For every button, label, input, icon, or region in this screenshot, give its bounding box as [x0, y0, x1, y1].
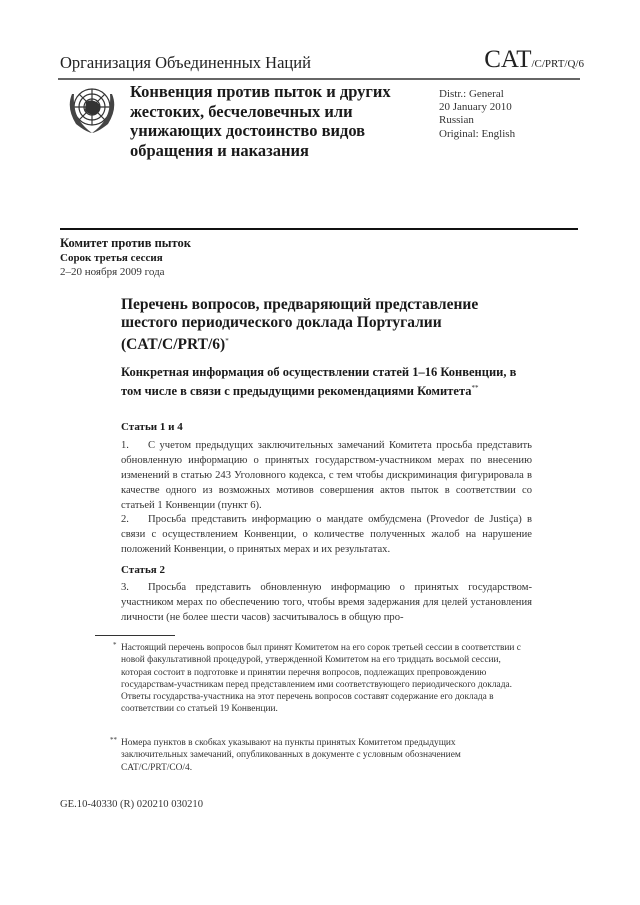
symbol-suffix: /C/PRT/Q/6: [531, 58, 584, 70]
list-of-issues-title: [121, 296, 531, 354]
section-heading: Статья 2: [121, 564, 165, 576]
footnote-mark: *: [113, 641, 117, 649]
job-number: GE.10-40330 (R) 020210 030210: [60, 799, 204, 810]
footnote-ref[interactable]: **: [471, 383, 479, 392]
footnote-ref[interactable]: *: [225, 337, 229, 345]
specific-info-title: [121, 365, 531, 399]
paragraph-number: 1.: [121, 440, 129, 451]
symbol-main: CAT: [484, 46, 532, 73]
footnote: Номера пунктов в скобках указывают на пункты принятых Комитетом предыдущих заключительных замечаний, опубликованных в документе с условным обозначением CAT/C/PRT/CO/4.: [121, 738, 461, 773]
document-symbol: [484, 46, 584, 74]
distribution-type: Distr.: General: [439, 88, 504, 100]
distribution-language: Russian: [439, 114, 474, 127]
footnote: Настоящий перечень вопросов был принят Комитетом на его сорок третьей сессии в соответствии с новой факультативной процедурой, утвержденной Комитетом на его тридцать восьмой сессии, которая состоит в подготовке и принятии перечня вопросов, подлежащих препровождению государствам-участникам перед представлением ими соответствующего периодического доклада. Ответы государства-участника на этот перечень вопросов составят содержание его доклада в соответствии со статьей 19 Конвенции.: [121, 643, 521, 715]
paragraph: [121, 512, 532, 557]
paragraph-text: Просьба представить информацию о мандате омбудсмена (Provedor de Justiça) в связи с осуществлением Конвенции, о количестве полученных жалоб на нарушение положений Конвенции, о принятых мерах и их результатах.: [121, 514, 532, 556]
paragraph-text: Просьба представить обновленную информацию о принятых государством-участником мерах по обеспечению того, чтобы время задержания для целей установления личности (не более шести часов) засчитывалось в общую про-: [121, 582, 532, 624]
paragraph: [121, 580, 532, 625]
distribution-date: 20 January 2010: [439, 101, 512, 114]
session-dates: 2–20 ноября 2009 года: [60, 266, 165, 278]
section-heading: Статьи 1 и 4: [121, 421, 183, 433]
convention-title: Конвенция против пыток и других жестоких, бесчеловечных или унижающих достоинство видов обращения и наказания: [130, 82, 391, 160]
footnote-rule: [95, 635, 175, 636]
footnote-mark: **: [110, 736, 117, 744]
section-rule: [60, 228, 578, 230]
paragraph-text: С учетом предыдущих заключительных замечаний Комитета просьба представить обновленную информацию о принятых государством-участником мерах по внесению изменений в статью 243 Уголовного кодекса, с тем чтобы дискриминация фигурировала в качестве одного из возможных мотивов совершения актов пыток в соответствии со статьей 1 Конвенции (пункт 6).: [121, 440, 532, 512]
header-rule: [58, 78, 580, 80]
organization-name: Организация Объединенных Наций: [60, 53, 311, 72]
paragraph-number: 3.: [121, 582, 129, 593]
distribution-block: [439, 88, 515, 141]
paragraph: [121, 438, 532, 513]
list-title-text: Перечень вопросов, предваряющий представление шестого периодического доклада Португалии (CAT/C/PRT/6): [121, 296, 479, 354]
specific-title-text: Конкретная информация об осуществлении статей 1–16 Конвенции, в том числе в связи с предыдущими рекомендациями Комитета: [121, 365, 517, 398]
session-name: Сорок третья сессия: [60, 252, 163, 264]
un-emblem-icon: [62, 80, 122, 138]
original-language: Original: English: [439, 127, 516, 140]
paragraph-number: 2.: [121, 514, 129, 525]
committee-name: Комитет против пыток: [60, 236, 191, 250]
